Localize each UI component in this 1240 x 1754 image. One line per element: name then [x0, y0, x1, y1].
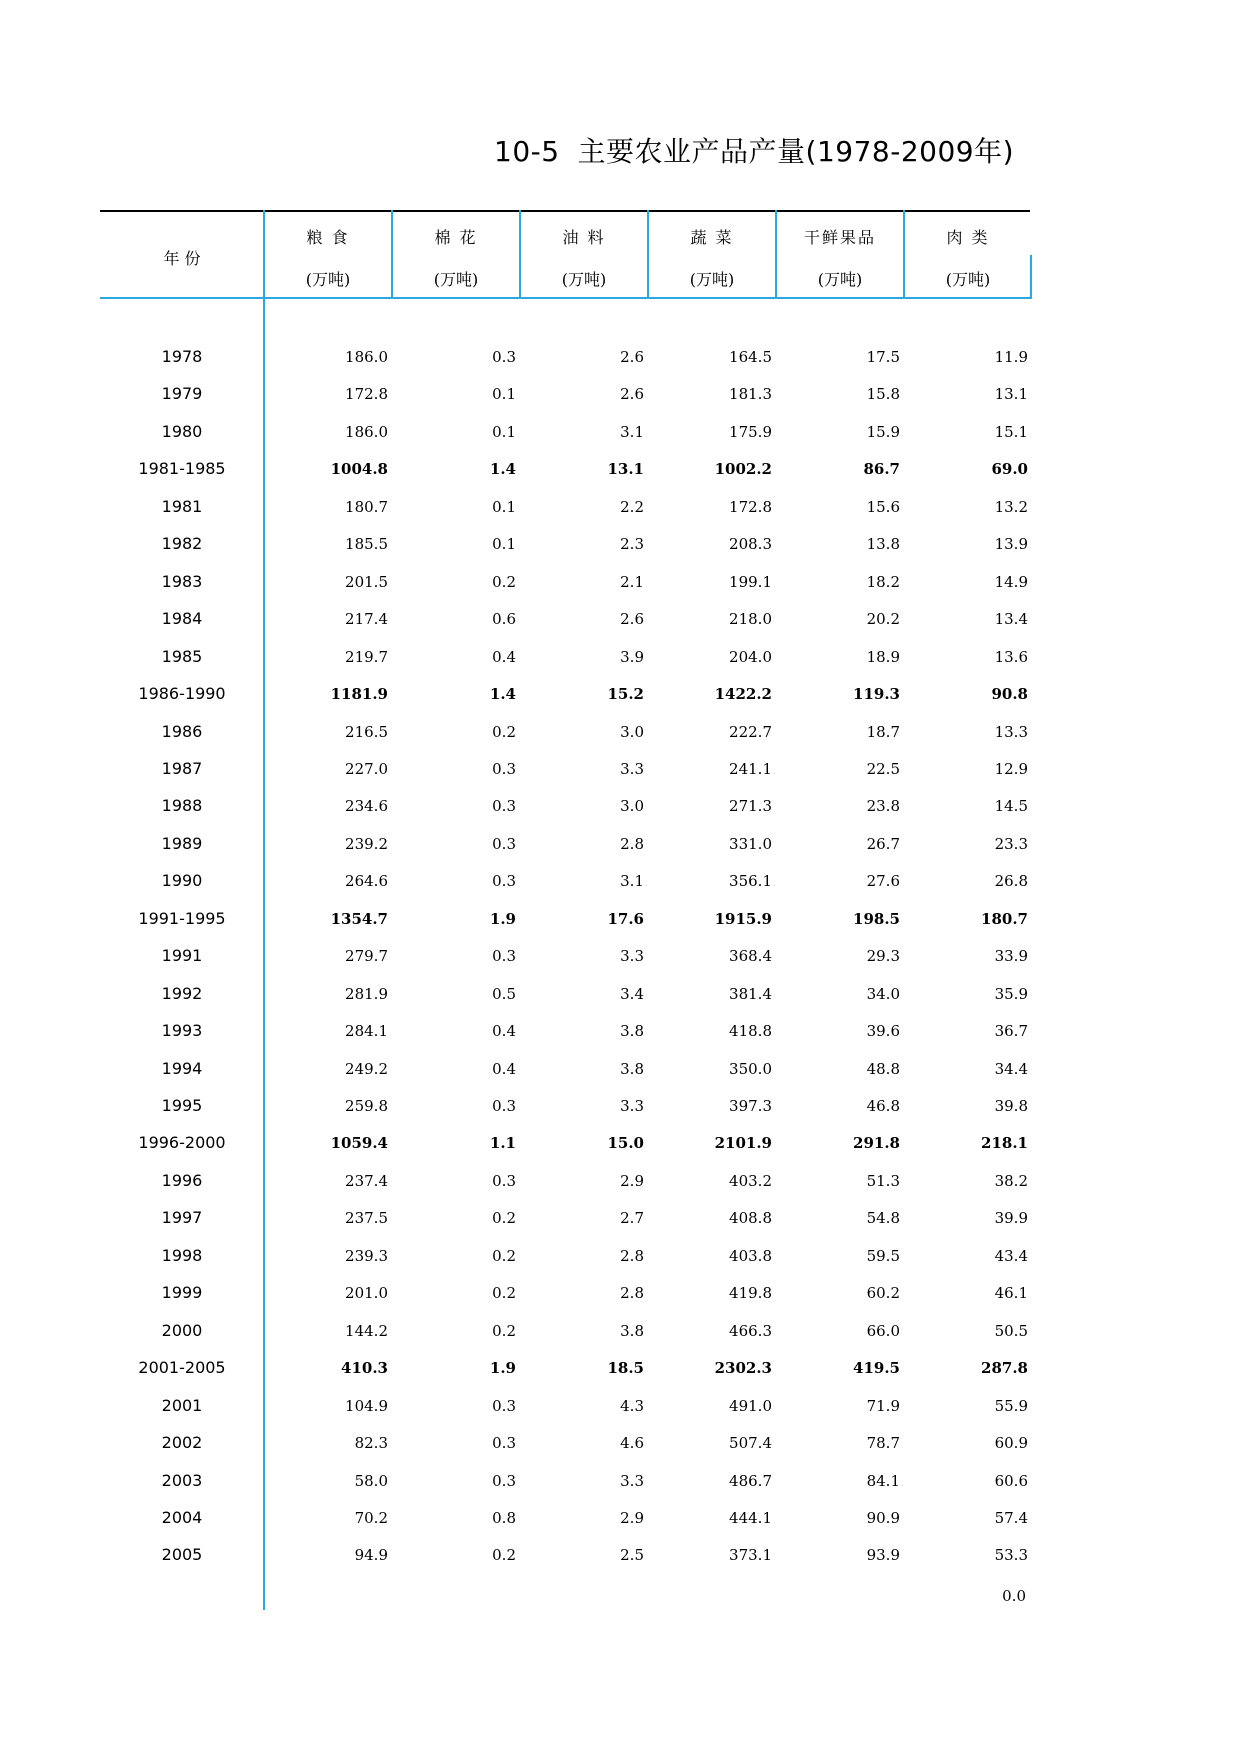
row-year: 2001-2005	[138, 1358, 226, 1378]
table-row	[0, 450, 1240, 487]
table-row	[0, 937, 1240, 974]
row-year: 2004	[161, 1507, 203, 1527]
row-value: 2302.3	[714, 1359, 772, 1378]
row-value: 70.2	[354, 1508, 388, 1527]
row-value: 234.6	[345, 797, 388, 816]
row-year: 1983	[161, 571, 203, 591]
row-value: 46.8	[866, 1097, 900, 1115]
row-value: 66.0	[866, 1321, 900, 1340]
row-value: 15.9	[866, 422, 900, 441]
row-year: 1978	[161, 347, 203, 366]
table-number: 10-5	[494, 135, 560, 168]
row-value: 175.9	[729, 422, 772, 441]
row-value: 60.9	[994, 1434, 1028, 1453]
row-value: 18.2	[866, 572, 900, 591]
row-value: 172.8	[729, 497, 772, 516]
row-value: 397.3	[729, 1097, 772, 1115]
row-value: 198.5	[853, 909, 900, 928]
row-year: 1996	[161, 1170, 203, 1190]
row-value: 208.3	[729, 535, 772, 554]
row-value: 13.1	[994, 385, 1028, 404]
table-row	[0, 713, 1240, 750]
row-value: 239.2	[345, 834, 388, 853]
row-value: 58.0	[354, 1471, 388, 1490]
row-value: 2.9	[620, 1508, 644, 1527]
row-value: 408.8	[729, 1209, 772, 1228]
row-value: 216.5	[345, 722, 388, 741]
column-header-oilseed: 油 料	[562, 228, 606, 247]
row-value: 71.9	[866, 1396, 900, 1415]
row-value: 3.1	[620, 872, 644, 891]
row-value: 199.1	[729, 572, 772, 591]
row-value: 11.9	[994, 348, 1028, 366]
table-row	[0, 1536, 1240, 1573]
row-value: 34.4	[994, 1059, 1028, 1078]
trailing-value: 0.0	[1002, 1587, 1026, 1605]
row-value: 34.0	[866, 984, 900, 1003]
row-value: 3.4	[620, 984, 644, 1003]
row-value: 36.7	[994, 1022, 1028, 1041]
year-column-header: 年 份	[163, 249, 201, 268]
row-value: 90.8	[991, 685, 1028, 704]
row-year: 2000	[161, 1320, 203, 1340]
table-row	[0, 338, 1240, 375]
row-value: 350.0	[729, 1059, 772, 1078]
row-value: 491.0	[729, 1396, 772, 1415]
row-value: 59.5	[866, 1246, 900, 1265]
row-value: 227.0	[345, 759, 388, 778]
table-row	[0, 488, 1240, 525]
row-value: 373.1	[729, 1546, 772, 1565]
row-value: 284.1	[345, 1022, 388, 1041]
column-unit-fruits: (万吨)	[817, 270, 863, 289]
row-value: 23.3	[994, 834, 1028, 853]
row-value: 29.3	[866, 947, 900, 966]
row-value: 15.6	[866, 497, 900, 516]
row-value: 50.5	[994, 1321, 1028, 1340]
row-value: 13.2	[994, 497, 1028, 516]
row-value: 172.8	[345, 385, 388, 404]
column-header-vegetables: 蔬 菜	[690, 228, 734, 247]
row-value: 0.1	[492, 385, 516, 404]
row-value: 2.8	[620, 1284, 644, 1303]
row-value: 249.2	[345, 1059, 388, 1078]
table-row	[0, 975, 1240, 1012]
row-year: 1999	[161, 1283, 203, 1303]
row-value: 46.1	[994, 1284, 1028, 1303]
row-value: 17.6	[607, 909, 644, 928]
table-row	[0, 1162, 1240, 1199]
row-value: 13.4	[994, 610, 1028, 629]
row-year: 1986	[161, 721, 203, 741]
row-value: 13.6	[994, 647, 1028, 666]
table-row	[0, 1499, 1240, 1536]
row-value: 0.2	[492, 572, 516, 591]
row-value: 2.3	[620, 535, 644, 554]
column-unit-oilseed: (万吨)	[561, 270, 607, 289]
row-value: 39.9	[994, 1209, 1028, 1228]
row-value: 2.6	[620, 610, 644, 629]
row-value: 0.1	[492, 497, 516, 516]
row-value: 1.1	[489, 1134, 516, 1153]
row-value: 90.9	[866, 1508, 900, 1527]
row-year: 2002	[161, 1433, 203, 1453]
table-row	[0, 525, 1240, 562]
row-value: 222.7	[729, 722, 772, 741]
row-value: 2.9	[620, 1171, 644, 1190]
row-value: 419.5	[853, 1359, 900, 1378]
row-value: 0.4	[492, 647, 516, 666]
column-unit-vegetables: (万吨)	[689, 270, 735, 289]
row-value: 201.5	[345, 572, 388, 591]
row-value: 51.3	[866, 1171, 900, 1190]
row-value: 201.0	[345, 1284, 388, 1303]
row-value: 0.2	[492, 1209, 516, 1228]
row-value: 0.2	[492, 722, 516, 741]
table-row	[0, 1012, 1240, 1049]
table-row	[0, 1424, 1240, 1461]
row-value: 0.3	[492, 1097, 516, 1115]
table-title: 主要农业产品产量(1978-2009年)	[577, 135, 1015, 168]
row-value: 69.0	[991, 460, 1028, 479]
table-row	[0, 1237, 1240, 1274]
row-value: 39.8	[994, 1097, 1028, 1115]
row-value: 287.8	[981, 1359, 1028, 1378]
row-value: 144.2	[345, 1321, 388, 1340]
table-row	[0, 675, 1240, 712]
row-value: 48.8	[866, 1059, 900, 1078]
row-year: 1981	[161, 496, 203, 516]
row-year: 1992	[161, 983, 203, 1003]
row-value: 507.4	[729, 1434, 772, 1453]
row-value: 22.5	[866, 759, 900, 778]
row-year: 1989	[161, 833, 203, 853]
header-bottom-rule	[100, 297, 1032, 299]
row-value: 0.4	[492, 1022, 516, 1041]
table-row	[0, 1349, 1240, 1386]
row-value: 186.0	[345, 348, 388, 366]
row-value: 164.5	[729, 348, 772, 366]
row-value: 15.0	[607, 1134, 644, 1153]
row-value: 0.4	[492, 1059, 516, 1078]
row-value: 4.6	[620, 1434, 644, 1453]
row-value: 0.2	[492, 1546, 516, 1565]
row-value: 181.3	[729, 385, 772, 404]
row-value: 2.8	[620, 1246, 644, 1265]
row-value: 17.5	[866, 348, 900, 366]
row-value: 13.9	[994, 535, 1028, 554]
row-value: 3.1	[620, 422, 644, 441]
table-row	[0, 1274, 1240, 1311]
table-row	[0, 750, 1240, 787]
row-year: 1985	[161, 646, 203, 666]
row-value: 185.5	[345, 535, 388, 554]
row-value: 23.8	[866, 797, 900, 816]
row-value: 444.1	[729, 1508, 772, 1527]
row-value: 3.8	[620, 1059, 644, 1078]
row-value: 14.9	[994, 572, 1028, 591]
row-value: 368.4	[729, 947, 772, 966]
row-value: 2.2	[620, 497, 644, 516]
row-value: 1.9	[489, 909, 516, 928]
row-value: 486.7	[729, 1471, 772, 1490]
row-value: 0.3	[492, 1434, 516, 1453]
row-value: 55.9	[994, 1396, 1028, 1415]
row-year: 1986-1990	[138, 684, 226, 704]
row-value: 204.0	[729, 647, 772, 666]
row-value: 60.6	[994, 1471, 1028, 1490]
row-value: 3.3	[620, 759, 644, 778]
row-value: 84.1	[866, 1471, 900, 1490]
column-unit-cotton: (万吨)	[433, 270, 479, 289]
row-year: 1988	[161, 796, 203, 816]
row-value: 2.7	[620, 1209, 644, 1228]
row-value: 0.6	[492, 610, 516, 629]
row-value: 1.4	[489, 460, 516, 479]
row-value: 279.7	[345, 947, 388, 966]
row-value: 0.3	[492, 348, 516, 366]
table-row	[0, 1124, 1240, 1161]
row-value: 264.6	[345, 872, 388, 891]
table-row	[0, 375, 1240, 412]
row-value: 39.6	[866, 1022, 900, 1041]
row-value: 93.9	[866, 1546, 900, 1565]
row-value: 0.3	[492, 947, 516, 966]
row-year: 1987	[161, 758, 203, 778]
row-value: 13.8	[866, 535, 900, 554]
row-value: 78.7	[866, 1434, 900, 1453]
row-value: 0.2	[492, 1284, 516, 1303]
row-value: 1059.4	[330, 1134, 388, 1153]
column-unit-grain: (万吨)	[305, 270, 351, 289]
row-year: 1990	[161, 871, 203, 891]
column-header-grain: 粮 食	[306, 228, 350, 247]
row-value: 418.8	[729, 1022, 772, 1041]
row-year: 1995	[161, 1096, 203, 1115]
row-value: 119.3	[853, 685, 900, 704]
table-row	[0, 1312, 1240, 1349]
row-year: 1993	[161, 1021, 203, 1041]
row-value: 217.4	[345, 610, 388, 629]
row-value: 0.3	[492, 1396, 516, 1415]
row-value: 20.2	[866, 610, 900, 629]
row-value: 3.0	[620, 722, 644, 741]
row-value: 18.5	[607, 1359, 644, 1378]
row-value: 259.8	[345, 1097, 388, 1115]
table-row	[0, 563, 1240, 600]
table-row	[0, 1087, 1240, 1124]
table-row	[0, 825, 1240, 862]
row-value: 237.4	[345, 1171, 388, 1190]
row-value: 403.2	[729, 1171, 772, 1190]
row-value: 2.8	[620, 834, 644, 853]
row-value: 0.2	[492, 1246, 516, 1265]
table-top-rule	[100, 210, 1030, 212]
row-value: 54.8	[866, 1209, 900, 1228]
row-year: 1997	[161, 1208, 203, 1228]
table-row	[0, 600, 1240, 637]
row-value: 239.3	[345, 1246, 388, 1265]
row-value: 180.7	[345, 497, 388, 516]
row-value: 0.3	[492, 1171, 516, 1190]
row-value: 3.3	[620, 1097, 644, 1115]
column-unit-meat: (万吨)	[945, 270, 991, 289]
row-value: 60.2	[866, 1284, 900, 1303]
row-value: 219.7	[345, 647, 388, 666]
row-value: 2.6	[620, 348, 644, 366]
row-value: 2.5	[620, 1546, 644, 1565]
row-value: 1.4	[489, 685, 516, 704]
row-value: 2101.9	[714, 1134, 772, 1153]
row-value: 3.3	[620, 947, 644, 966]
row-value: 27.6	[866, 872, 900, 891]
row-year: 2001	[161, 1395, 203, 1415]
row-value: 186.0	[345, 422, 388, 441]
row-value: 13.1	[607, 460, 644, 479]
row-value: 0.8	[492, 1508, 516, 1527]
row-value: 53.3	[994, 1546, 1028, 1565]
row-value: 18.9	[866, 647, 900, 666]
row-value: 43.4	[994, 1246, 1028, 1265]
row-value: 403.8	[729, 1246, 772, 1265]
row-value: 33.9	[994, 947, 1028, 966]
row-value: 38.2	[994, 1171, 1028, 1190]
row-value: 35.9	[994, 984, 1028, 1003]
row-value: 1002.2	[714, 460, 772, 479]
row-year: 1996-2000	[138, 1133, 226, 1153]
row-value: 12.9	[994, 759, 1028, 778]
row-value: 419.8	[729, 1284, 772, 1303]
row-value: 15.8	[866, 385, 900, 404]
row-year: 1980	[161, 421, 203, 441]
row-year: 1998	[161, 1245, 203, 1265]
table-row	[0, 638, 1240, 675]
row-value: 14.5	[994, 797, 1028, 816]
table-row	[0, 1387, 1240, 1424]
row-value: 0.3	[492, 1471, 516, 1490]
row-year: 1994	[161, 1058, 203, 1078]
row-year: 1984	[161, 609, 203, 629]
row-value: 2.1	[620, 572, 644, 591]
row-value: 1354.7	[330, 909, 388, 928]
row-year: 1979	[161, 384, 203, 404]
row-value: 104.9	[345, 1396, 388, 1415]
column-header-meat: 肉 类	[946, 228, 990, 247]
row-value: 381.4	[729, 984, 772, 1003]
row-value: 466.3	[729, 1321, 772, 1340]
table-row	[0, 413, 1240, 450]
row-value: 2.6	[620, 385, 644, 404]
row-year: 1981-1985	[138, 459, 226, 479]
row-year: 2003	[161, 1470, 203, 1490]
row-value: 0.3	[492, 872, 516, 891]
column-header-fruits: 干鲜果品	[803, 228, 876, 247]
row-value: 0.2	[492, 1321, 516, 1340]
row-value: 3.3	[620, 1471, 644, 1490]
row-year: 1991-1995	[138, 908, 226, 928]
row-value: 0.5	[492, 984, 516, 1003]
table-row	[0, 1462, 1240, 1499]
row-value: 57.4	[994, 1508, 1028, 1527]
table-row	[0, 862, 1240, 899]
row-value: 271.3	[729, 797, 772, 816]
row-value: 1181.9	[330, 685, 388, 704]
row-value: 331.0	[729, 834, 772, 853]
row-value: 4.3	[620, 1396, 644, 1415]
column-header-cotton: 棉 花	[434, 228, 478, 247]
row-value: 86.7	[863, 460, 900, 479]
row-value: 281.9	[345, 984, 388, 1003]
row-value: 291.8	[853, 1134, 900, 1153]
row-value: 1915.9	[714, 909, 772, 928]
row-value: 15.1	[994, 422, 1028, 441]
row-value: 1004.8	[330, 460, 388, 479]
row-value: 94.9	[354, 1546, 388, 1565]
table-row	[0, 1199, 1240, 1236]
row-value: 3.8	[620, 1022, 644, 1041]
row-value: 26.7	[866, 834, 900, 853]
row-value: 0.1	[492, 422, 516, 441]
row-value: 410.3	[341, 1359, 388, 1378]
row-year: 1991	[161, 946, 203, 966]
row-value: 82.3	[354, 1434, 388, 1453]
row-value: 3.0	[620, 797, 644, 816]
row-value: 3.9	[620, 647, 644, 666]
row-value: 15.2	[607, 685, 644, 704]
row-value: 356.1	[729, 872, 772, 891]
row-value: 0.3	[492, 759, 516, 778]
table-row	[0, 787, 1240, 824]
row-value: 1.9	[489, 1359, 516, 1378]
row-value: 0.1	[492, 535, 516, 554]
row-year: 1982	[161, 534, 203, 554]
page-title	[494, 130, 1014, 170]
row-value: 0.3	[492, 797, 516, 816]
table-row	[0, 900, 1240, 937]
row-value: 241.1	[729, 759, 772, 778]
row-value: 180.7	[981, 909, 1028, 928]
row-year: 2005	[161, 1545, 203, 1565]
row-value: 0.3	[492, 834, 516, 853]
row-value: 1422.2	[714, 685, 772, 704]
row-value: 26.8	[994, 872, 1028, 891]
row-value: 218.0	[729, 610, 772, 629]
row-value: 18.7	[866, 722, 900, 741]
row-value: 218.1	[981, 1134, 1028, 1153]
row-value: 13.3	[994, 722, 1028, 741]
row-value: 237.5	[345, 1209, 388, 1228]
table-row	[0, 1050, 1240, 1087]
row-value: 3.8	[620, 1321, 644, 1340]
